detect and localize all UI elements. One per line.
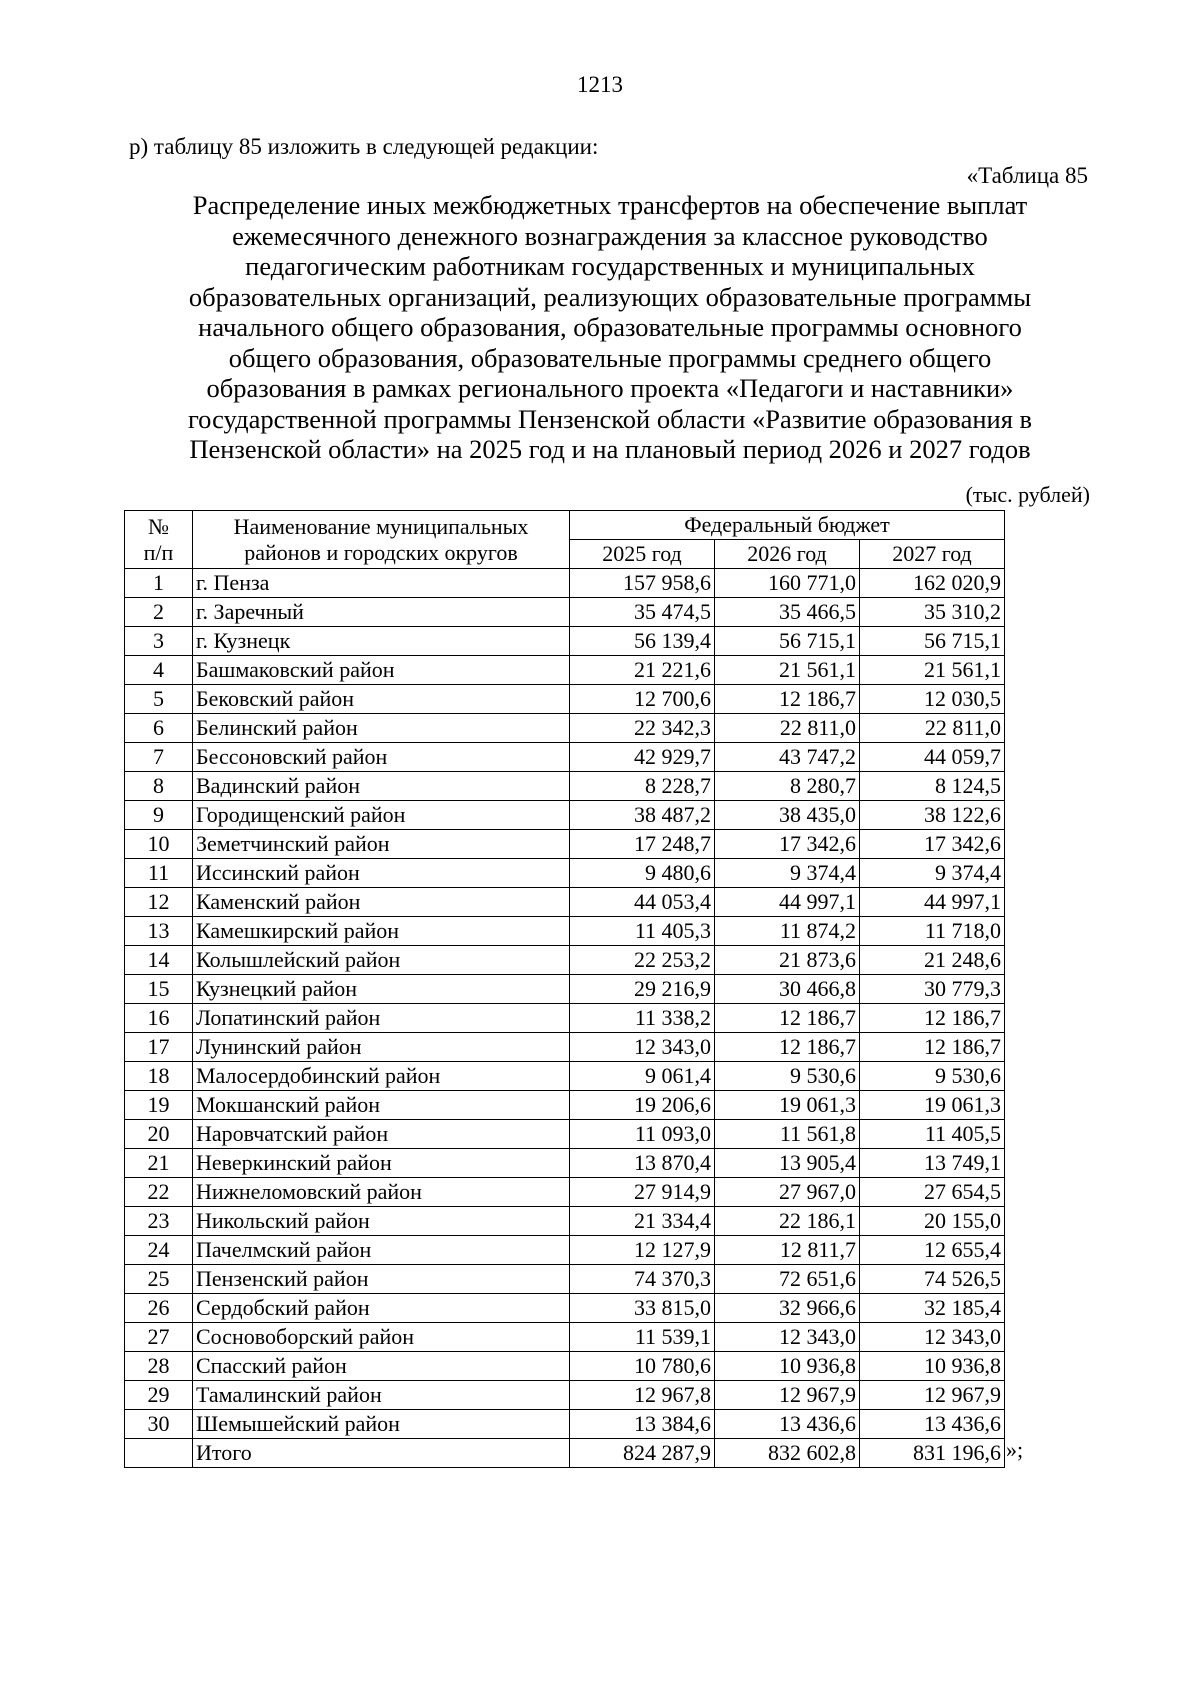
row-name: Итого [193,1439,570,1468]
row-number: 20 [125,1120,193,1149]
table-row [125,1207,1005,1236]
table-row [125,830,1005,859]
table-title [130,190,1090,465]
table-row [125,801,1005,830]
value-2026: 27 967,0 [715,1178,860,1207]
value-2027: 38 122,6 [860,801,1005,830]
table-row [125,569,1005,598]
row-name: Башмаковский район [193,656,570,685]
title-line: ежемесячного денежного вознаграждения за классное руководство [232,220,988,251]
title-line: общего образования, образовательные программы среднего общего [228,342,992,373]
value-2027: 13 749,1 [860,1149,1005,1178]
row-name: Иссинский район [193,859,570,888]
page-number: 1213 [577,72,623,97]
table-row [125,598,1005,627]
header-year-2027: 2027 год [860,540,1005,569]
value-2025: 8 228,7 [570,772,715,801]
value-2026: 12 186,7 [715,1004,860,1033]
table-row [125,772,1005,801]
row-name: Пачелмский район [193,1236,570,1265]
value-2025: 21 334,4 [570,1207,715,1236]
value-2025: 29 216,9 [570,975,715,1004]
value-2026: 12 186,7 [715,685,860,714]
closing-quote: »; [1006,1437,1024,1462]
table-row [125,975,1005,1004]
value-2027: 56 715,1 [860,627,1005,656]
value-2025: 157 958,6 [570,569,715,598]
title-line: образования в рамках регионального проекта «Педагоги и наставники» [206,373,1014,403]
value-2025: 12 967,8 [570,1381,715,1410]
table-row [125,859,1005,888]
value-2027: 12 655,4 [860,1236,1005,1265]
title-line: Пензенской области» на 2025 год и на плановый период 2026 и 2027 годов [189,434,1031,464]
value-2026: 38 435,0 [715,801,860,830]
row-name: Малосердобинский район [193,1062,570,1091]
row-number: 13 [125,917,193,946]
value-2026: 21 873,6 [715,946,860,975]
header-name [193,511,570,569]
row-name: Наровчатский район [193,1120,570,1149]
row-number: 28 [125,1352,193,1381]
value-2027: 21 248,6 [860,946,1005,975]
value-2027: 44 997,1 [860,888,1005,917]
value-2025: 11 093,0 [570,1120,715,1149]
row-name: Каменский район [193,888,570,917]
title-line: образовательных организаций, реализующих образовательные программы [188,281,1032,312]
value-2026: 22 811,0 [715,714,860,743]
value-2025: 22 253,2 [570,946,715,975]
row-number: 5 [125,685,193,714]
value-2025: 11 539,1 [570,1323,715,1352]
row-name: Вадинский район [193,772,570,801]
value-2027: 8 124,5 [860,772,1005,801]
table-row [125,1265,1005,1294]
row-number: 17 [125,1033,193,1062]
row-number: 2 [125,598,193,627]
title-line: государственной программы Пензенской области «Развитие образования в [187,403,1033,434]
row-number: 4 [125,656,193,685]
row-number: 21 [125,1149,193,1178]
row-name: Колышлейский район [193,946,570,975]
title-line: педагогическим работникам государственных и муниципальных [245,251,975,281]
value-2026: 12 967,9 [715,1381,860,1410]
value-2027: 12 186,7 [860,1033,1005,1062]
table-row [125,1091,1005,1120]
value-2026: 160 771,0 [715,569,860,598]
row-name: Городищенский район [193,801,570,830]
value-2026: 17 342,6 [715,830,860,859]
value-2027: 9 530,6 [860,1062,1005,1091]
value-2027: 10 936,8 [860,1352,1005,1381]
value-2025: 11 338,2 [570,1004,715,1033]
row-name: Нижнеломовский район [193,1178,570,1207]
table-row [125,1178,1005,1207]
title-line: начального общего образования, образовательные программы основного [198,312,1022,342]
value-2025: 9 061,4 [570,1062,715,1091]
value-2025: 38 487,2 [570,801,715,830]
table-row [125,656,1005,685]
row-number: 9 [125,801,193,830]
row-number: 24 [125,1236,193,1265]
row-name: Лопатинский район [193,1004,570,1033]
row-number: 8 [125,772,193,801]
row-name: Кузнецкий район [193,975,570,1004]
header-name-line2: районов и городских округов [244,539,518,565]
units-label: (тыс. рублей) [965,482,1090,507]
header-number [125,511,193,569]
value-2025: 13 870,4 [570,1149,715,1178]
value-2026: 832 602,8 [715,1439,860,1468]
table-body [125,569,1005,1468]
table-row [125,1033,1005,1062]
total-row [125,1439,1005,1468]
table-row [125,1352,1005,1381]
table-row [125,685,1005,714]
value-2027: 9 374,4 [860,859,1005,888]
row-number: 7 [125,743,193,772]
title-line: Распределение иных межбюджетных трансфертов на обеспечение выплат [192,190,1028,220]
value-2026: 9 530,6 [715,1062,860,1091]
value-2026: 12 186,7 [715,1033,860,1062]
row-number: 16 [125,1004,193,1033]
table-row [125,946,1005,975]
table-row [125,627,1005,656]
header-year-2025: 2025 год [570,540,715,569]
table-row [125,1410,1005,1439]
value-2026: 30 466,8 [715,975,860,1004]
row-number: 14 [125,946,193,975]
value-2027: 12 967,9 [860,1381,1005,1410]
table-row [125,1004,1005,1033]
row-name: Белинский район [193,714,570,743]
value-2027: 13 436,6 [860,1410,1005,1439]
row-name: Земетчинский район [193,830,570,859]
header-number-line1: № [148,513,169,539]
row-number: 15 [125,975,193,1004]
row-number: 19 [125,1091,193,1120]
value-2025: 44 053,4 [570,888,715,917]
value-2027: 32 185,4 [860,1294,1005,1323]
value-2025: 33 815,0 [570,1294,715,1323]
row-number: 23 [125,1207,193,1236]
value-2025: 21 221,6 [570,656,715,685]
row-number: 27 [125,1323,193,1352]
value-2025: 56 139,4 [570,627,715,656]
distribution-table [124,510,1005,1468]
value-2026: 32 966,6 [715,1294,860,1323]
value-2025: 13 384,6 [570,1410,715,1439]
intro-paragraph: р) таблицу 85 изложить в следующей редакции: [129,134,599,159]
row-number: 1 [125,569,193,598]
table-row [125,917,1005,946]
row-name: Сосновоборский район [193,1323,570,1352]
row-name: Неверкинский район [193,1149,570,1178]
row-number: 22 [125,1178,193,1207]
row-number: 18 [125,1062,193,1091]
value-2025: 35 474,5 [570,598,715,627]
table-row [125,714,1005,743]
value-2027: 17 342,6 [860,830,1005,859]
value-2025: 19 206,6 [570,1091,715,1120]
value-2027: 12 343,0 [860,1323,1005,1352]
value-2027: 19 061,3 [860,1091,1005,1120]
row-number: 26 [125,1294,193,1323]
value-2025: 10 780,6 [570,1352,715,1381]
value-2026: 72 651,6 [715,1265,860,1294]
value-2025: 12 700,6 [570,685,715,714]
table-row [125,1062,1005,1091]
row-name: Лунинский район [193,1033,570,1062]
header-federal-budget: Федеральный бюджет [570,511,1005,540]
row-name: Шемышейский район [193,1410,570,1439]
value-2025: 74 370,3 [570,1265,715,1294]
value-2027: 12 030,5 [860,685,1005,714]
value-2026: 13 905,4 [715,1149,860,1178]
value-2025: 27 914,9 [570,1178,715,1207]
value-2027: 11 718,0 [860,917,1005,946]
header-number-line2: п/п [143,539,174,565]
value-2027: 12 186,7 [860,1004,1005,1033]
table-row [125,1381,1005,1410]
table-row [125,1120,1005,1149]
value-2026: 22 186,1 [715,1207,860,1236]
value-2026: 11 561,8 [715,1120,860,1149]
value-2027: 20 155,0 [860,1207,1005,1236]
value-2026: 13 436,6 [715,1410,860,1439]
value-2027: 11 405,5 [860,1120,1005,1149]
header-name-line1: Наименование муниципальных [233,513,529,539]
row-name: Пензенский район [193,1265,570,1294]
value-2026: 19 061,3 [715,1091,860,1120]
value-2026: 43 747,2 [715,743,860,772]
value-2026: 12 811,7 [715,1236,860,1265]
value-2026: 10 936,8 [715,1352,860,1381]
value-2026: 21 561,1 [715,656,860,685]
row-name: г. Кузнецк [193,627,570,656]
row-name: г. Пенза [193,569,570,598]
row-number: 10 [125,830,193,859]
row-name: г. Заречный [193,598,570,627]
value-2025: 9 480,6 [570,859,715,888]
value-2025: 12 127,9 [570,1236,715,1265]
value-2027: 21 561,1 [860,656,1005,685]
value-2026: 9 374,4 [715,859,860,888]
header-row [125,511,1005,540]
row-name: Бессоновский район [193,743,570,772]
row-number: 25 [125,1265,193,1294]
value-2026: 35 466,5 [715,598,860,627]
row-number: 12 [125,888,193,917]
value-2025: 22 342,3 [570,714,715,743]
value-2025: 11 405,3 [570,917,715,946]
value-2026: 11 874,2 [715,917,860,946]
value-2027: 162 020,9 [860,569,1005,598]
value-2027: 44 059,7 [860,743,1005,772]
table-row [125,1323,1005,1352]
table-row [125,1236,1005,1265]
row-name: Никольский район [193,1207,570,1236]
row-number: 30 [125,1410,193,1439]
value-2026: 8 280,7 [715,772,860,801]
row-number: 29 [125,1381,193,1410]
value-2026: 56 715,1 [715,627,860,656]
value-2025: 12 343,0 [570,1033,715,1062]
table-row [125,888,1005,917]
value-2027: 30 779,3 [860,975,1005,1004]
value-2025: 42 929,7 [570,743,715,772]
row-name: Спасский район [193,1352,570,1381]
value-2027: 831 196,6 [860,1439,1005,1468]
table-row [125,743,1005,772]
row-name: Тамалинский район [193,1381,570,1410]
value-2027: 35 310,2 [860,598,1005,627]
table-label: «Таблица 85 [966,163,1088,188]
value-2025: 17 248,7 [570,830,715,859]
value-2026: 12 343,0 [715,1323,860,1352]
row-number: 6 [125,714,193,743]
header-year-2026: 2026 год [715,540,860,569]
row-number: 11 [125,859,193,888]
value-2027: 74 526,5 [860,1265,1005,1294]
value-2027: 27 654,5 [860,1178,1005,1207]
value-2026: 44 997,1 [715,888,860,917]
table-row [125,1294,1005,1323]
row-name: Камешкирский район [193,917,570,946]
row-name: Сердобский район [193,1294,570,1323]
row-name: Бековский район [193,685,570,714]
value-2027: 22 811,0 [860,714,1005,743]
row-number: 3 [125,627,193,656]
row-name: Мокшанский район [193,1091,570,1120]
value-2025: 824 287,9 [570,1439,715,1468]
table-row [125,1149,1005,1178]
row-number [125,1439,193,1468]
